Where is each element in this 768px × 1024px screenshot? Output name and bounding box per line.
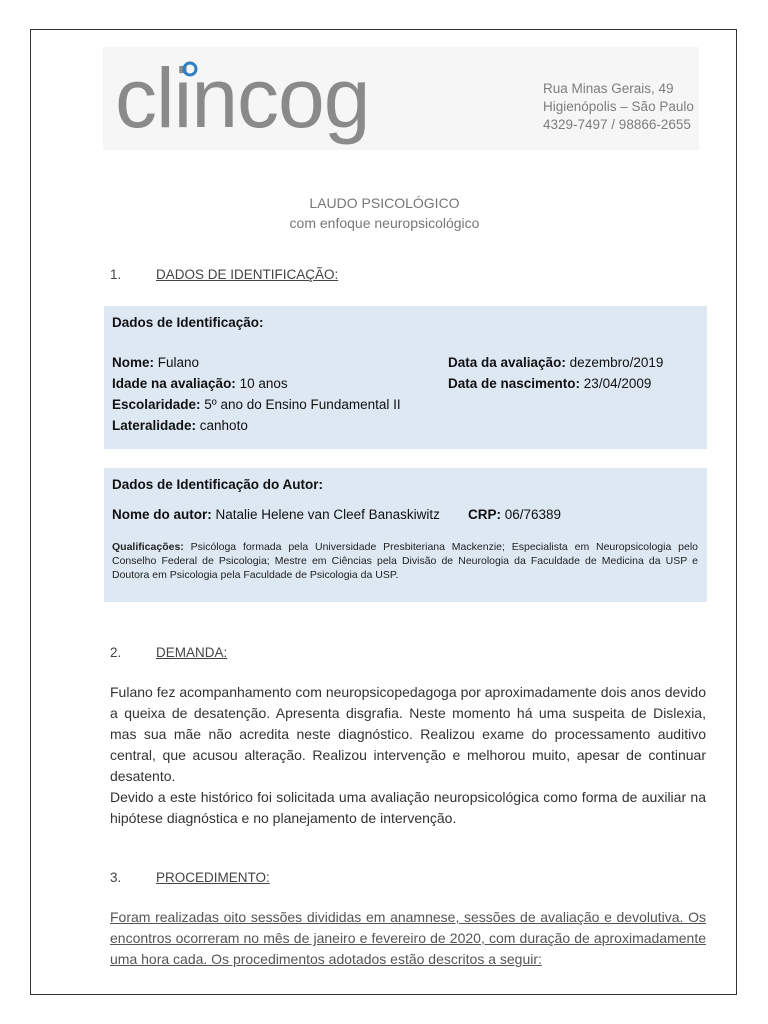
field-value: Natalie Helene van Cleef Banaskiwitz (211, 507, 440, 522)
field-value: Fulano (154, 355, 200, 370)
phone-line: 4329-7497 / 98866-2655 (543, 117, 691, 132)
document-title (31, 193, 737, 233)
field-value: 10 anos (235, 376, 288, 391)
field-value: Psicóloga formada pela Universidade Presbiteriana Mackenzie; Especialista em Neuropsicologia pelo Conselho Federal de Psicologia; Mestre em Ciências pela Divisão de Neurologia da Faculdade de Medicina da USP e Doutora em Psicologia pela Faculdade de Psicologia da USP. (112, 541, 698, 581)
address-line: Rua Minas Gerais, 49 (543, 81, 674, 96)
qualifications-text (112, 540, 698, 582)
field-value: 23/04/2009 (580, 376, 652, 391)
address-line: Higienópolis – São Paulo (543, 99, 694, 114)
field-nome-autor (112, 507, 440, 522)
field-label: Qualificações: (112, 541, 184, 553)
field-nome (112, 355, 199, 370)
field-label: Data de nascimento: (448, 376, 581, 391)
field-label: Data da avaliação: (448, 355, 566, 370)
section-title: PROCEDIMENTO: (156, 870, 270, 885)
section-title: DADOS DE IDENTIFICAÇÃO: (156, 267, 339, 282)
paragraph: Foram realizadas oito sessões divididas em anamnese, sessões de avaliação e devolutiva. Os encontros ocorreram no mês de janeiro e fevereiro de 2020, com duração de aproximadamente uma hora cada. Os procedimentos adotados estão descritos a seguir: (110, 909, 706, 967)
procedimento-text (110, 907, 706, 970)
field-label: Nome do autor: (112, 507, 212, 522)
field-label: Lateralidade: (112, 418, 197, 433)
section-number: 3. (110, 870, 122, 885)
field-crp (468, 507, 561, 522)
title-line: LAUDO PSICOLÓGICO (309, 195, 460, 211)
field-escolaridade (112, 397, 401, 412)
box-title: Dados de Identificação do Autor: (112, 477, 324, 492)
box-title: Dados de Identificação: (112, 315, 264, 330)
letterhead-banner (103, 47, 699, 150)
field-data-avaliacao (448, 355, 663, 370)
field-value: 5º ano do Ensino Fundamental II (200, 397, 401, 412)
paragraph: Devido a este histórico foi solicitada uma avaliação neuropsicológica como forma de auxiliar na hipótese diagnóstica e no planejamento de intervenção. (110, 789, 706, 826)
section-heading-1 (110, 267, 338, 282)
section-heading-3 (110, 870, 270, 885)
section-number: 2. (110, 645, 122, 660)
identification-box (104, 306, 707, 449)
field-data-nascimento (448, 376, 651, 391)
section-title: DEMANDA: (156, 645, 228, 660)
section-number: 1. (110, 267, 122, 282)
field-value: 06/76389 (501, 507, 562, 522)
address-block (543, 80, 693, 134)
subtitle-line: com enfoque neuropsicológico (289, 215, 480, 231)
field-label: Nome: (112, 355, 155, 370)
field-label: Escolaridade: (112, 397, 201, 412)
field-label: CRP: (468, 507, 501, 522)
document-page (30, 29, 737, 995)
demanda-text (110, 682, 706, 829)
paragraph: Fulano fez acompanhamento com neuropsicopedagoga por aproximadamente dois anos devido a queixa de desatenção. Apresenta disgrafia. Neste momento há uma suspeita de Dislexia, mas sua mãe não acredita neste diagnóstico. Realizou exame do processamento auditivo central, que acusou alteração. Realizou intervenção e melhorou muito, apesar de continuar desatento. (110, 684, 706, 784)
author-box (104, 468, 707, 602)
field-label: Idade na avaliação: (112, 376, 236, 391)
field-value: dezembro/2019 (565, 355, 664, 370)
field-idade (112, 376, 288, 391)
field-lateralidade (112, 418, 248, 433)
section-heading-2 (110, 645, 227, 660)
logo-wordmark: clincog (115, 51, 370, 145)
clincog-logo (115, 49, 415, 149)
field-value: canhoto (196, 418, 248, 433)
